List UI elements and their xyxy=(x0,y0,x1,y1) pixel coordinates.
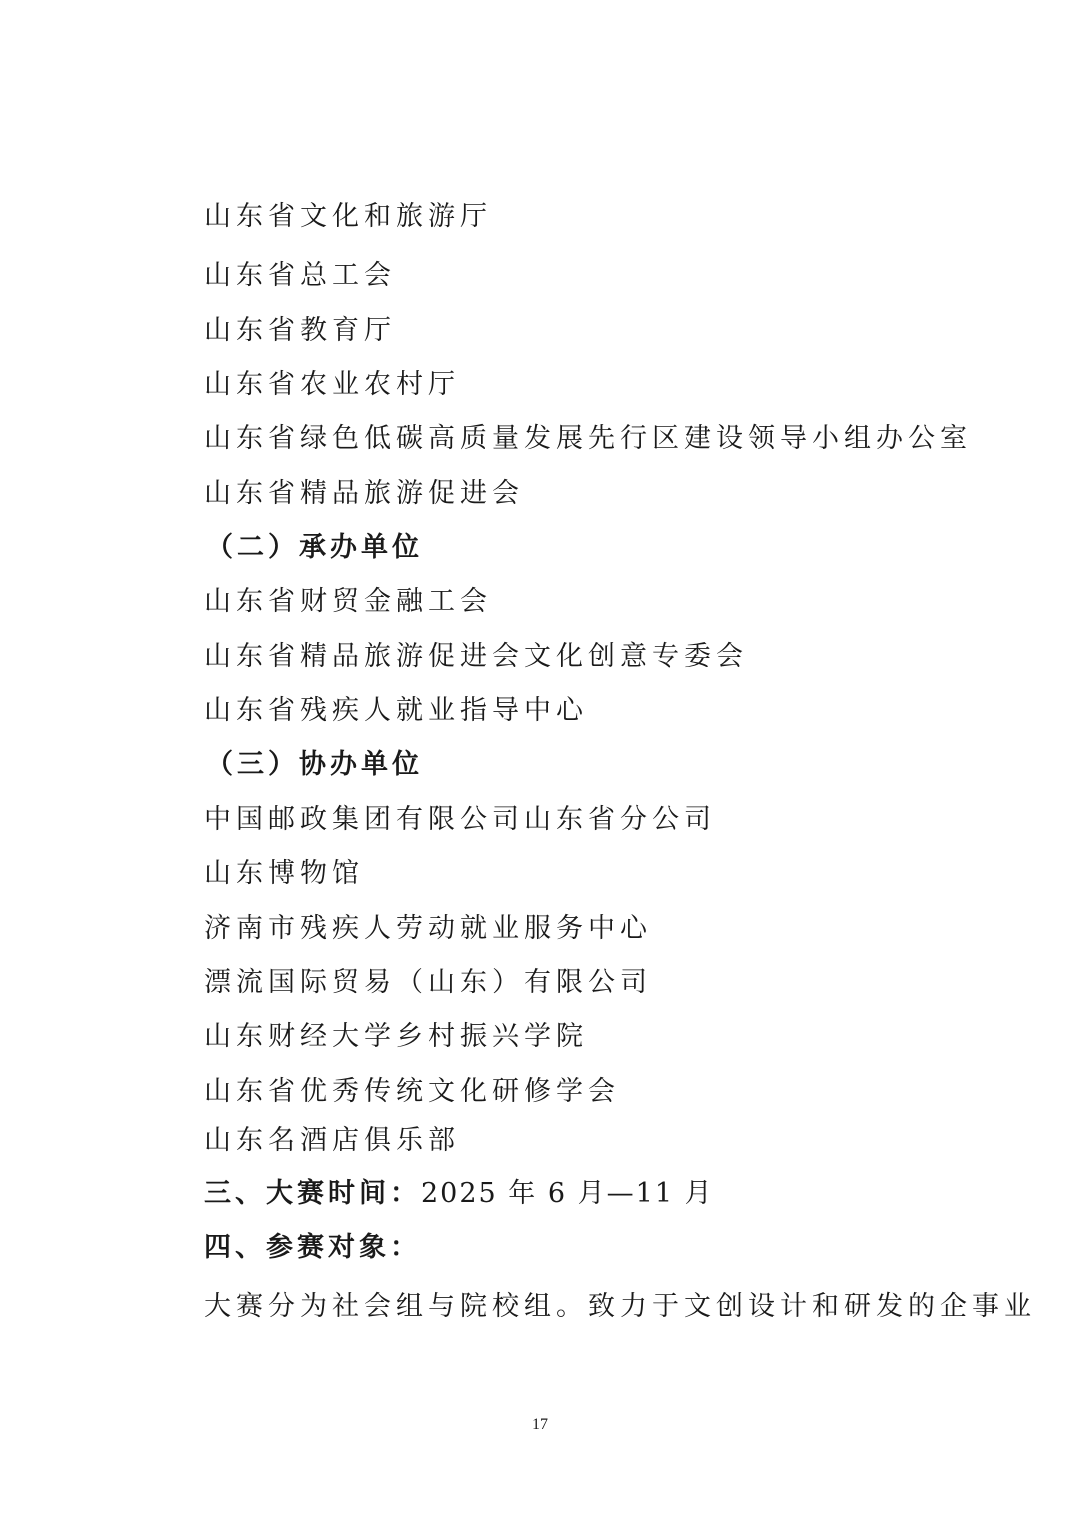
section-three xyxy=(204,1177,714,1211)
section-four-label: 四、参赛对象： xyxy=(204,1232,421,1263)
organizer-heading: （二）承办单位 xyxy=(206,532,423,563)
section-four-paragraph: 大赛分为社会组与院校组。致力于文创设计和研发的企事业 xyxy=(204,1291,1036,1322)
co-organizer-heading: （三）协办单位 xyxy=(206,749,423,780)
organizer-unit-1: 山东省财贸金融工会 xyxy=(204,586,492,617)
section-three-label: 三、大赛时间： xyxy=(204,1178,421,1209)
co-organizer-unit-7: 山东名酒店俱乐部 xyxy=(204,1125,460,1156)
host-unit-1: 山东省文化和旅游厅 xyxy=(204,201,492,232)
host-unit-3: 山东省教育厅 xyxy=(204,315,396,346)
co-organizer-unit-5: 山东财经大学乡村振兴学院 xyxy=(204,1021,588,1052)
co-organizer-unit-3: 济南市残疾人劳动就业服务中心 xyxy=(204,913,652,944)
page-number: 17 xyxy=(532,1416,548,1433)
organizer-unit-3: 山东省残疾人就业指导中心 xyxy=(204,695,588,726)
co-organizer-unit-1: 中国邮政集团有限公司山东省分公司 xyxy=(204,804,716,835)
co-organizer-unit-6: 山东省优秀传统文化研修学会 xyxy=(204,1076,620,1107)
section-three-value: 2025 年 6 月—11 月 xyxy=(421,1178,714,1209)
host-unit-5: 山东省绿色低碳高质量发展先行区建设领导小组办公室 xyxy=(204,423,972,454)
host-unit-6: 山东省精品旅游促进会 xyxy=(204,478,524,509)
host-unit-4: 山东省农业农村厅 xyxy=(204,369,460,400)
co-organizer-unit-2: 山东博物馆 xyxy=(204,858,364,889)
co-organizer-unit-4: 漂流国际贸易（山东）有限公司 xyxy=(204,967,652,998)
host-unit-2: 山东省总工会 xyxy=(204,260,396,291)
organizer-unit-2: 山东省精品旅游促进会文化创意专委会 xyxy=(204,641,748,672)
